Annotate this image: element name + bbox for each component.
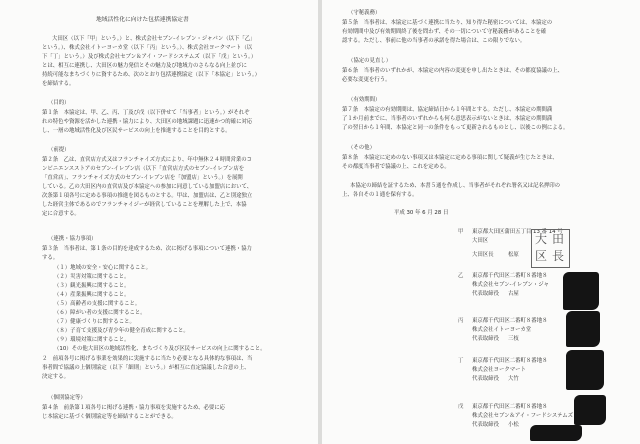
list-item: （５）高齢者の支援に関すること。 [54,301,141,307]
article-2-line: ンビニエンスストアのセブン‐イレブン店（以下「直営店方式のセブン‐イレブン店を [42,166,245,172]
article-4-line: 第４条 前条第１項各号に掲げる連携・協力事項を実施するため、必要に応 [42,405,226,411]
list-item: （１）地域の安全・安心に関すること。 [54,265,152,271]
signatory-address: 東京都千代田区二番町８番地８ [472,358,548,364]
article-2-line: 定に合意する。 [42,211,80,217]
intro-line: 大田区（以下「甲」という。）と、株式会社セブン‐イレブン・ジャパン（以下「乙」 [52,36,256,42]
signatory-address: 東京都大田区蒲田五丁目 13 番 14 号 [472,229,563,235]
article-3-para2: 決定する。 [42,374,69,380]
document-title: 地域活性化に向けた包括連携協定書 [96,17,189,23]
article-5-heading: （守秘義務） [348,10,381,16]
list-item: （２）災害対策に関すること。 [54,274,130,280]
article-1-line: れの特色や資源を活かした連携・協力により、大田区の地域課題に迅速かつ的確に対応 [42,119,253,125]
article-1-line: し、一層の地域活性化及び区民サービスの向上を推進することを目的とする。 [42,128,231,134]
redaction-block [574,395,606,425]
redaction-block [530,425,582,441]
intro-line: とは、相互に連携し、大田区の魅力発信とその魅力及び地域力のさらなる向上並びに [42,63,247,69]
article-2-heading: （前提） [48,147,70,153]
article-7-line: 第７条 本協定の有効期間は、協定締結日から１年間とする。ただし、本協定の期間満 [342,107,553,113]
intro-line: という。）、株式会社イトーヨーカ堂（以下「丙」という。）、株式会社ヨークマート（以 [42,45,253,51]
article-5-line: 有効期間中及び有効期間終了後を問わず、その一切について守秘義務があることを確 [342,29,547,35]
signatory-address: 東京都千代田区二番町８番地８ [472,318,548,324]
signatory-org: 大田区 [472,238,489,244]
party-mark-ko: 甲 [458,229,464,235]
article-7-line: 了の翌日から１年間、本協定と同一の条件をもって更新されるものとし、以後この例による。 [342,125,569,131]
article-7-heading: （有効期間） [348,97,381,103]
signatory-role: 代表取締役 [472,376,499,382]
party-mark-otsu: 乙 [458,273,464,279]
signatory-name: 三枝 [508,336,519,342]
signatory-name: 松原 [508,252,519,258]
signatory-org: 株式会社セブン＆アイ・フードシステムズ [472,413,574,419]
article-5-line: 認する。ただし、事前に他の当事者の承諾を得た場合は、この限りでない。 [342,38,526,44]
list-item: （９）環境対策に関すること。 [54,337,130,343]
signatory-role: 代表取締役 [472,422,499,428]
list-item: （７）健康づくりに関すること。 [54,319,135,325]
article-3-para2: 事者間で協議の上個別協定（以下「細則」という。）が相互に直定協議した合意の上、 [42,365,250,371]
signatory-org: 株式会社セブン‐イレブン・ジャ [472,282,549,288]
closing-line: 本協定の締結を証するため、本書５通を作成し、当事者がそれぞれ署名又は記名押印の [350,183,561,189]
article-4-line: じ本協定に基づく個別協定等を締結することができる。 [42,414,177,420]
redaction-block [566,350,604,390]
intro-line: を締結する。 [42,81,75,87]
signatory-org: 株式会社ヨークマート [472,367,526,373]
article-3-lead: 第３条 当事者は、第１条の目的を達成するため、次に掲げる事項について連携・協力 [42,246,252,252]
article-8-line: 第８条 本協定に定めのない事項又は本協定に定める事項に関して疑義が生じたときは、 [342,155,558,161]
signatory-address: 東京都千代田区二番町８番地８ [472,273,548,279]
article-3-lead: する。 [42,255,59,261]
article-3-heading: （連携・協力事項） [48,236,97,242]
party-mark-tei: 丁 [458,358,464,364]
article-8-line: その都度当事者で協議の上、これを定める。 [342,164,450,170]
redaction-block [566,311,600,347]
article-2-line: 第２条 乙は、直営店方式又はフランチャイズ方式により、年中無休２４時間営業のコ [42,157,253,163]
list-item: （10）その他大田区の地域活性化、まちづくり及び区民サービスの向上に関すること。 [54,346,266,352]
closing-line: 上、各自その１通を保有する。 [342,192,418,198]
intro-line: 下「丁」という。）及び株式会社セブン＆アイ・フードシステムズ（以下「戊」という。） [42,54,257,60]
official-seal-stamp: 大 田 区 長 [531,229,570,268]
list-item: （８）子育て支援及び青少年の健全育成に関すること。 [54,328,189,334]
agreement-page-1 [0,0,318,444]
signatory-name: 大竹 [508,376,519,382]
list-item: （４）産業振興に関すること。 [54,292,130,298]
article-6-line: 必要な変更を行う。 [342,77,391,83]
party-mark-bo: 戊 [458,404,464,410]
signatory-role: 代表取締役 [472,291,499,297]
article-1-heading: （目的） [48,100,70,106]
list-item: （６）障がい者の支援に関すること。 [54,310,146,316]
signatory-name: 小松 [508,422,519,428]
signatory-role: 代表取締役 [472,336,499,342]
article-7-line: 了１か月前までに、当事者のいずれからも何ら意思表示がないときは、本協定の期間満 [342,116,553,122]
article-3-para2: ２ 前項各号に掲げる事業を効果的に実施するに当たり必要となる具体的な事項は、当 [42,356,253,362]
article-2-line: 次条第１項各号に定める事項の推進を図るものとする。甲は、加盟店は、乙と別途独立 [42,193,253,199]
intro-line: 持続可能なまちづくりに資するため、次のとおり包括連携協定（以下「本協定」という。） [42,72,261,78]
article-1-line: 第１条 本協定は、甲、乙、丙、丁及び戊（以下併せて「当事者」という。）がそれぞ [42,110,250,116]
article-8-heading: （その他） [348,145,375,151]
signatory-org: 株式会社イトーヨーカ堂 [472,327,532,333]
article-5-line: 第５条 当事者は、本協定に基づく連携に当たり、知り得た秘密については、本協定の [342,20,553,26]
article-2-line: 「直営店」、フランチャイズ方式のセブン‐イレブン店を「加盟店」という。）を展開 [42,175,243,181]
redaction-block [563,272,599,310]
list-item: （３）観光振興に関すること。 [54,283,130,289]
article-4-heading: （個別協定等） [48,395,86,401]
article-6-line: 第６条 当事者のいずれかが、本協定の内容の変更を申し出たときは、その都度協議の上、 [342,68,564,74]
article-2-line: している。乙の大田区内の直営店及び本協定への参加に同意している加盟店において、 [42,184,253,190]
signatory-role: 大田区長 [472,252,494,258]
signatory-address: 東京都千代田区二番町８番地８ [472,404,548,410]
article-2-line: した経営主体であるのでフランチャイジーが経営していることを理解した上で、本協 [42,202,247,208]
signatory-name: 古屋 [508,291,519,297]
party-mark-hei: 丙 [458,318,464,324]
article-6-heading: （協定の見直し） [348,58,392,64]
signing-date: 平成 30 年 6 月 28 日 [394,210,449,216]
